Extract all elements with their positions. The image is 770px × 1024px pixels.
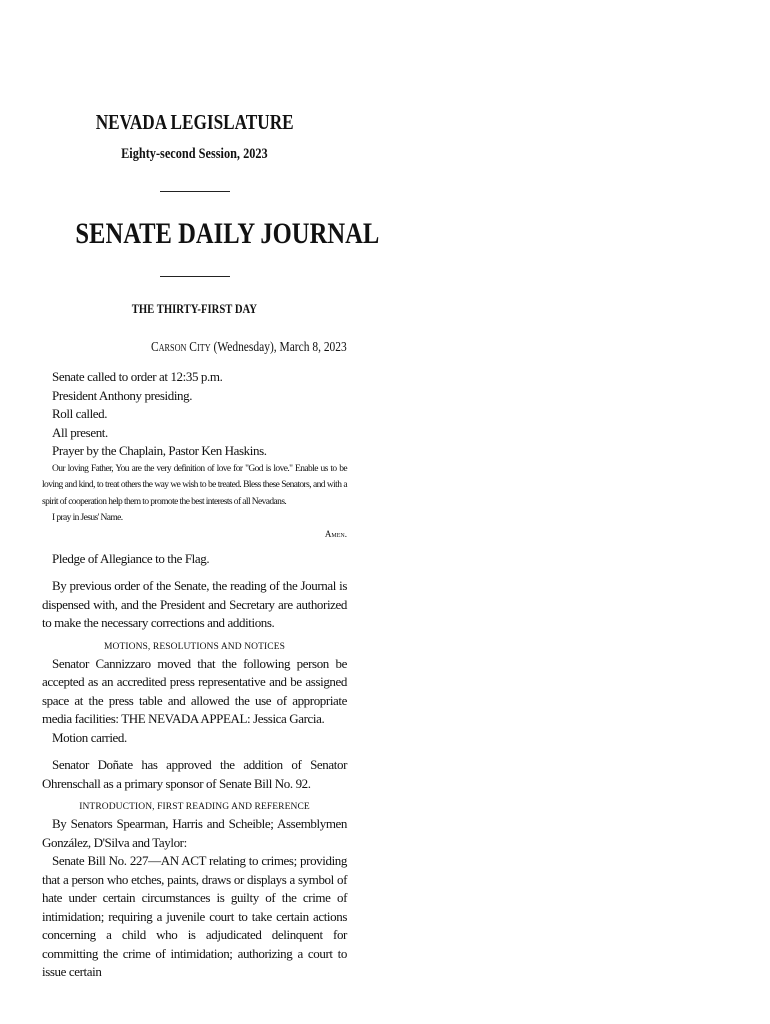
introduction-heading: INTRODUCTION, FIRST READING AND REFERENCE xyxy=(79,802,310,812)
journal-dispensed-paragraph: By previous order of the Senate, the reading of the Journal is dispensed with, and the President and Secretary are authorized to make the necessary corrections and additions. xyxy=(42,578,347,630)
journal-body xyxy=(42,368,347,982)
legislature-title: NEVADA LEGISLATURE xyxy=(95,110,294,134)
opening-line: President Anthony presiding. xyxy=(52,387,193,403)
journal-page xyxy=(42,0,380,1024)
opening-line: Prayer by the Chaplain, Pastor Ken Haskins. xyxy=(52,443,267,458)
sponsor-note-paragraph: Senator Doñate has approved the addition of Senator Ohrenschall as a primary sponsor of Senate Bill No. 92. xyxy=(42,757,347,791)
journal-title: SENATE DAILY JOURNAL xyxy=(75,217,380,250)
divider-rule xyxy=(160,276,230,277)
pledge-line: Pledge of Allegiance to the Flag. xyxy=(52,550,210,566)
prayer-amen: Amen. xyxy=(324,528,347,539)
dateline xyxy=(108,340,347,356)
motions-heading: MOTIONS, RESOLUTIONS AND NOTICES xyxy=(103,641,286,652)
session-subtitle: Eighty-second Session, 2023 xyxy=(121,146,268,162)
day-heading: THE THIRTY-FIRST DAY xyxy=(131,301,258,316)
prayer-text: Our loving Father, You are the very definition of love for "God is love." Enable us to be loving and kind, to treat others the way we wish to be treated. Bless these Senators, and with a spirit of cooperation help them to promote the best interests of all Nevadans. xyxy=(42,463,347,507)
bill-sponsors-paragraph: By Senators Spearman, Harris and Scheible; Assemblymen González, D'Silva and Taylor: xyxy=(42,816,347,850)
divider-rule xyxy=(160,191,230,192)
press-motion-paragraph: Senator Cannizzaro moved that the following person be accepted as an accredited press representative and be assigned space at the press table and allowed the use of appropriate media facilities: THE NEVADA APPEAL: Jessica Garcia. xyxy=(42,655,347,726)
dateline-date: (Wednesday), March 8, 2023 xyxy=(210,340,347,355)
dateline-city: Carson City xyxy=(151,340,211,355)
prayer-closing: I pray in Jesus' Name. xyxy=(52,513,123,523)
opening-line: All present. xyxy=(52,424,108,440)
motion-carried-line: Motion carried. xyxy=(52,729,127,745)
opening-line: Roll called. xyxy=(52,406,108,421)
opening-line: Senate called to order at 12:35 p.m. xyxy=(52,369,223,384)
bill-text-paragraph: Senate Bill No. 227—AN ACT relating to crimes; providing that a person who etches, paints, draws or displays a symbol of hate under certain circumstances is guilty of the crime of intimidation; requiring a juvenile court to take certain actions concerning a child who is adjudicated delinquent for committing the crime of intimidation; authorizing a court to issue certain xyxy=(42,853,347,979)
